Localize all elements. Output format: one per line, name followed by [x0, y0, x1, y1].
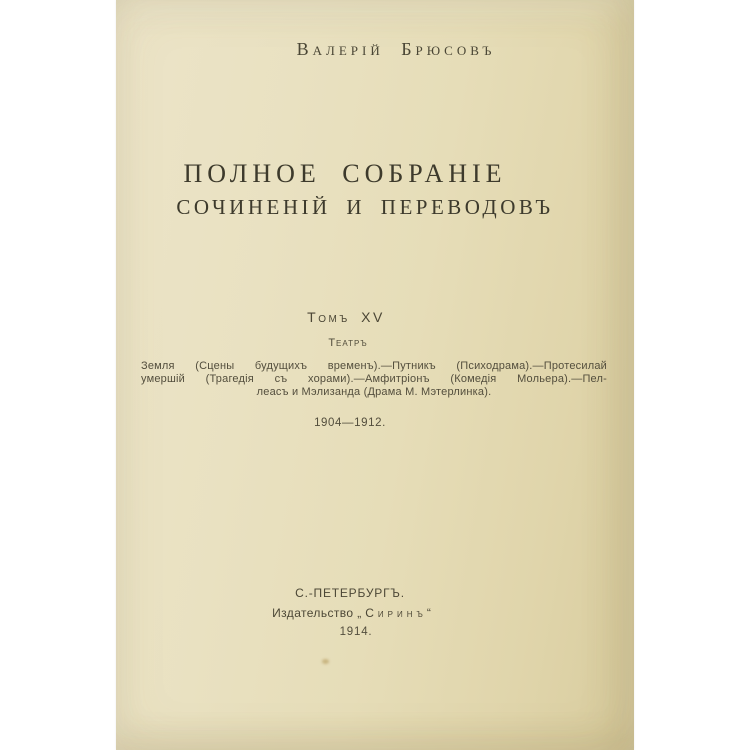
contents-line-3: леасъ и Мэлизанда (Драма М. Мэтерлинка). [256, 386, 492, 399]
author-name: Валерій Брюсовъ [296, 39, 496, 59]
contents-summary [141, 360, 607, 400]
contents-line-1: Земля (Сцены будущихъ временъ).—Путникъ (Психодрама).—Протесилай [141, 360, 607, 372]
paper-stain [322, 659, 329, 664]
publication-year: 1914. [339, 626, 373, 638]
volume-number: Томъ XV [307, 309, 385, 325]
contents-line-2: умершій (Трагедія съ хорами).—Амфитріонъ (Комедія Мольера).—Пел- [141, 373, 607, 386]
book-title-line-2: СОЧИНЕНІЙ И ПЕРЕВОДОВЪ [176, 195, 554, 219]
book-title-line-1: ПОЛНОЕ СОБРАНІЕ [183, 159, 507, 188]
publisher-prefix: Издательство [272, 606, 354, 620]
section-title: Театръ [328, 337, 368, 349]
publisher-line [93, 606, 611, 620]
years-range: 1904—1912. [314, 417, 386, 429]
publisher-open-quote: „ [357, 606, 363, 620]
publisher-name: Сиринъ [365, 606, 427, 620]
publication-city: С.-ПЕТЕРБУРГЪ. [295, 586, 405, 600]
publisher-close-quote: “ [426, 606, 432, 620]
title-page [116, 0, 634, 750]
